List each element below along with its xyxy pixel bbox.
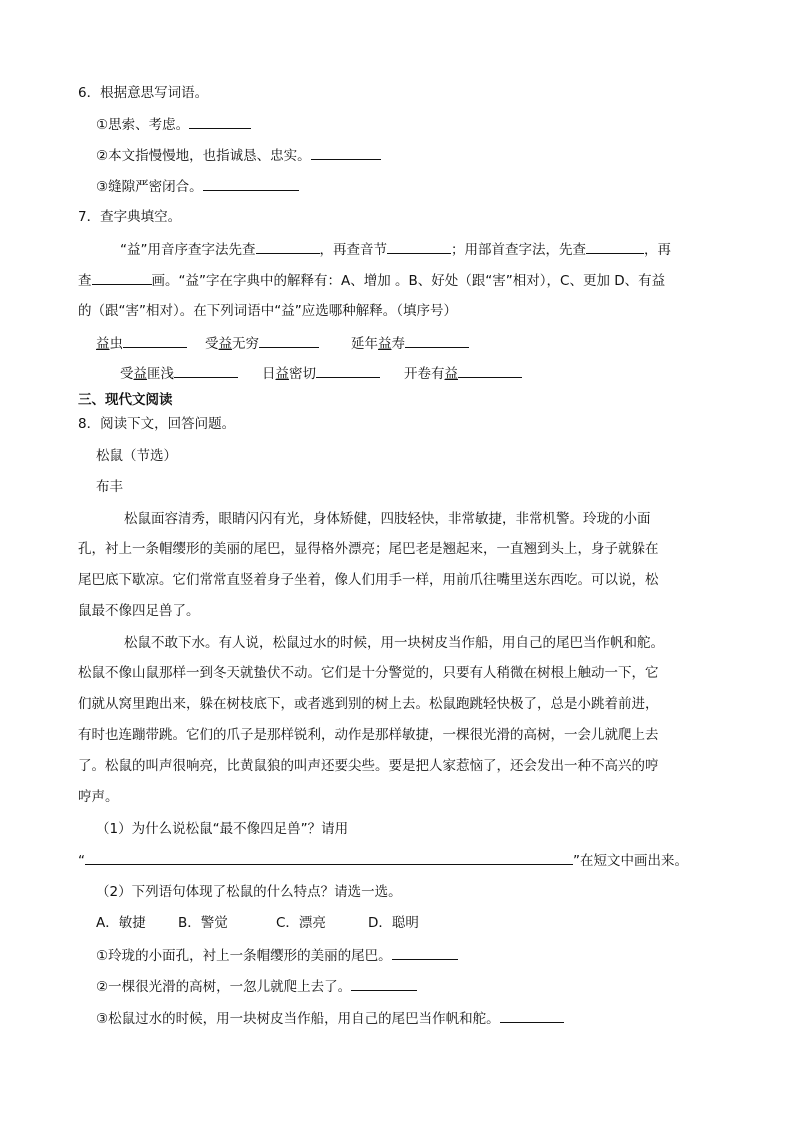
q7-word-3: 延年益寿 bbox=[351, 334, 469, 353]
para2-line: 哼声。 bbox=[78, 789, 119, 805]
answer-blank[interactable] bbox=[259, 334, 319, 348]
q7-word-1: 益虫 bbox=[96, 334, 187, 353]
answer-blank[interactable] bbox=[174, 364, 238, 378]
answer-blank[interactable] bbox=[586, 240, 644, 254]
sub2-item-2: ②一棵很光滑的高树，一忽儿就爬上去了。 bbox=[96, 977, 417, 996]
q7-word-2: 受益无穷 bbox=[205, 334, 319, 353]
answer-blank[interactable] bbox=[316, 364, 380, 378]
option-a: A．敏捷 bbox=[96, 915, 146, 931]
q7-line-1: “益”用音序查字法先查 ，再查音节 ；用部首查字法，先查 ，再 bbox=[120, 242, 671, 258]
q7-word-6: 开卷有益 bbox=[404, 364, 522, 383]
q7-title: 7．查字典填空。 bbox=[78, 209, 182, 225]
para1-line: 松鼠面容清秀，眼睛闪闪有光，身体矫健，四肢轻快，非常敏捷，非常机警。玲珑的小面 bbox=[124, 511, 651, 527]
para2-line: 松鼠不敢下水。有人说，松鼠过水的时候，用一块树皮当作船，用自己的尾巴当作帆和舵。 bbox=[124, 635, 664, 651]
sub2-item-3: ③松鼠过水的时候，用一块树皮当作船，用自己的尾巴当作帆和舵。 bbox=[96, 1009, 564, 1028]
para1-line: 尾巴底下歇凉。它们常常直竖着身子坐着，像人们用手一样，用前爪往嘴里送东西吃。可以说，松 bbox=[78, 572, 659, 588]
q7-word-5: 日益密切 bbox=[262, 364, 380, 383]
sub2-item-1: ①玲珑的小面孔，衬上一条帽缨形的美丽的尾巴。 bbox=[96, 946, 458, 965]
answer-blank[interactable] bbox=[458, 364, 522, 378]
answer-blank[interactable] bbox=[500, 1009, 564, 1023]
answer-blank[interactable] bbox=[203, 177, 299, 191]
sub-question-2: （2）下列语句体现了松鼠的什么特点？请选一选。 bbox=[96, 884, 402, 900]
answer-blank[interactable] bbox=[405, 334, 469, 348]
answer-blank[interactable] bbox=[351, 977, 417, 991]
q6-item-1: ①思索、考虑。 bbox=[96, 115, 251, 134]
answer-blank[interactable] bbox=[387, 240, 451, 254]
option-c: C．漂亮 bbox=[276, 915, 326, 931]
article-author: 布丰 bbox=[96, 479, 123, 495]
sub-question-1: （1）为什么说松鼠“最不像四足兽”？请用 bbox=[96, 821, 349, 837]
answer-blank[interactable] bbox=[189, 115, 251, 129]
answer-blank[interactable] bbox=[123, 334, 187, 348]
answer-blank[interactable] bbox=[92, 271, 152, 285]
article-title: 松鼠（节选） bbox=[96, 448, 177, 464]
option-d: D．聪明 bbox=[368, 915, 419, 931]
sub-question-1-blank-line: “ ”在短文中画出来。 bbox=[78, 853, 688, 869]
q8-title: 8．阅读下文，回答问题。 bbox=[78, 416, 236, 432]
option-b: B．警觉 bbox=[178, 915, 228, 931]
q7-line-3: 的（跟“害”相对）。在下列词语中“益”应选哪种解释。（填序号） bbox=[78, 303, 457, 319]
para1-line: 孔，衬上一条帽缨形的美丽的尾巴，显得格外漂亮；尾巴老是翘起来，一直翘到头上，身子就躲在 bbox=[78, 541, 659, 557]
answer-blank[interactable] bbox=[311, 146, 381, 160]
answer-blank[interactable] bbox=[256, 240, 320, 254]
para2-line: 们就从窝里跑出来，躲在树枝底下，或者逃到别的树上去。松鼠跑跳轻快极了，总是小跳着前进， bbox=[78, 696, 659, 712]
para1-line: 鼠最不像四足兽了。 bbox=[78, 603, 200, 619]
q6-item-3: ③缝隙严密闭合。 bbox=[96, 177, 299, 196]
answer-blank[interactable] bbox=[85, 851, 573, 865]
q6-item-2: ②本文指慢慢地，也指诚恳、忠实。 bbox=[96, 146, 381, 165]
q7-line-2: 查 画。“益”字在字典中的解释有：A、增加 。B、好处（跟“害”相对），C、更加 D、有益 bbox=[78, 273, 666, 289]
para2-line: 了。松鼠的叫声很响亮，比黄鼠狼的叫声还要尖些。要是把人家惹恼了，还会发出一种不高兴的哼 bbox=[78, 758, 659, 774]
answer-blank[interactable] bbox=[392, 946, 458, 960]
para2-line: 有时也连蹦带跳。它们的爪子是那样锐利，动作是那样敏捷，一棵很光滑的高树，一会儿就爬上去 bbox=[78, 727, 659, 743]
q6-title: 6．根据意思写词语。 bbox=[78, 85, 209, 101]
q7-word-4: 受益匪浅 bbox=[120, 364, 238, 383]
para2-line: 松鼠不像山鼠那样一到冬天就蛰伏不动。它们是十分警觉的，只要有人稍微在树根上触动一下，它 bbox=[78, 665, 659, 681]
section-heading: 三、现代文阅读 bbox=[78, 392, 173, 408]
